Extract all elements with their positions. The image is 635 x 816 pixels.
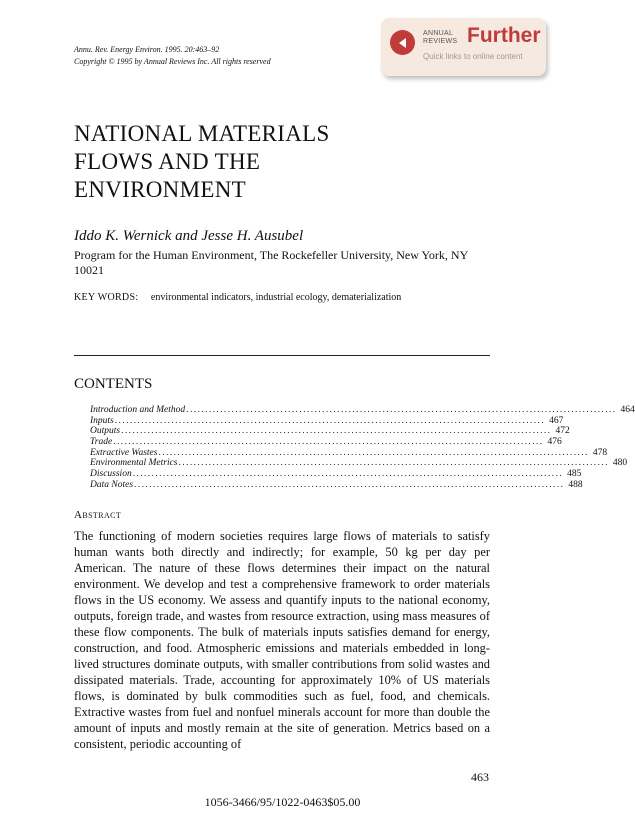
toc-leader-dots: .................................................................................................................. — [158, 447, 589, 458]
toc-entry-page: 464 — [620, 405, 635, 415]
toc-leader-dots: .................................................................................................................. — [178, 458, 609, 469]
toc-entry-page: 485 — [567, 469, 582, 480]
section-divider — [74, 355, 490, 356]
toc-entry-page: 488 — [568, 479, 583, 490]
toc-entry-title: Data Notes — [90, 479, 134, 490]
toc-leader-dots: .................................................................................................................. — [121, 426, 552, 437]
toc-leader-dots: .................................................................................................................. — [114, 415, 546, 426]
table-of-contents — [90, 405, 635, 491]
toc-entry-title: Introduction and Method — [90, 405, 186, 415]
keywords-values: environmental indicators, industrial ecology, dematerialization — [150, 292, 402, 303]
page-number: 463 — [471, 770, 489, 784]
title-line: FLOWS AND THE — [74, 149, 261, 174]
title-line: NATIONAL MATERIALS — [74, 121, 330, 146]
contents-heading: CONTENTS — [74, 376, 153, 392]
toc-entry-page: 467 — [549, 415, 564, 426]
toc-entry-title: Outputs — [90, 426, 121, 437]
journal-header — [74, 44, 271, 68]
author-affiliation: Program for the Human Environment, The Rockefeller University, New York, NY 10021 — [74, 248, 468, 277]
toc-entry-title: Environmental Metrics — [90, 458, 178, 469]
further-wordmark: Further — [467, 24, 541, 47]
toc-entry-page: 480 — [612, 458, 628, 469]
further-subtitle: Quick links to online content — [423, 52, 523, 61]
abstract-heading: Abstract — [74, 509, 122, 521]
toc-entry[interactable] — [90, 458, 628, 469]
article-title — [74, 120, 330, 204]
toc-entry[interactable] — [90, 447, 608, 459]
annual-reviews-logo: ANNUAL REVIEWS — [423, 30, 458, 45]
toc-entry-page: 476 — [547, 437, 562, 448]
abstract-text: The functioning of modern societies requires large flows of materials to satisfy human wants both directly and indirectly; for example, 50 kg per day per American. The nature of these flows determines their impact on the natural environment. We develop and test a comprehensive framework to order materials flows in the US economy. We assess and quantify inputs to the national economy, outputs, foreign trade, and wastes from resource extraction, using mass measures of these flow components. The bulk of materials inputs satisfies demand for energy, construction, and food. Atmospheric emissions and materials embedded in long-lived structures dominate outputs, with smaller contributions from solid wastes and dissipated materials. Trade, accounting for approximately 10% of US materials flows, is dominated by bulk commodities such as fuel, food, and chemicals. Extractive wastes from fuel and nonfuel minerals account for more than double the amount of inputs and mostly remain at the site of generation. Metrics based on a consistent, periodic accounting of — [74, 529, 490, 751]
toc-leader-dots: .................................................................................................................. — [186, 405, 617, 415]
further-links-badge[interactable] — [381, 18, 546, 76]
article-code: 1056-3466/95/1022-0463$05.00 — [204, 795, 361, 809]
toc-entry[interactable] — [90, 437, 562, 448]
toc-entry-title: Extractive Wastes — [90, 447, 158, 458]
toc-entry-page: 472 — [555, 426, 570, 437]
toc-entry[interactable] — [90, 479, 583, 491]
title-line: ENVIRONMENT — [74, 177, 246, 202]
toc-entry[interactable] — [90, 405, 635, 416]
toc-leader-dots: .................................................................................................................. — [132, 469, 564, 480]
keywords-line — [74, 292, 401, 303]
toc-entry[interactable] — [90, 469, 582, 480]
play-back-icon — [390, 30, 415, 55]
journal-citation: Annu. Rev. Energy Environ. 1995. 20:463–92 — [74, 45, 220, 54]
toc-leader-dots: .................................................................................................................. — [113, 437, 544, 448]
toc-entry-title: Trade — [90, 437, 113, 448]
toc-entry-title: Inputs — [90, 415, 114, 426]
toc-leader-dots: .................................................................................................................. — [134, 479, 565, 490]
keywords-label: KEY WORDS: — [74, 292, 139, 303]
copyright-notice: Copyright © 1995 by Annual Reviews Inc. All rights reserved — [74, 57, 271, 66]
toc-entry[interactable] — [90, 415, 564, 427]
article-authors: Iddo K. Wernick and Jesse H. Ausubel — [74, 228, 304, 244]
toc-entry-page: 478 — [592, 447, 608, 458]
toc-entry-title: Discussion — [90, 469, 132, 480]
toc-entry[interactable] — [90, 426, 570, 437]
